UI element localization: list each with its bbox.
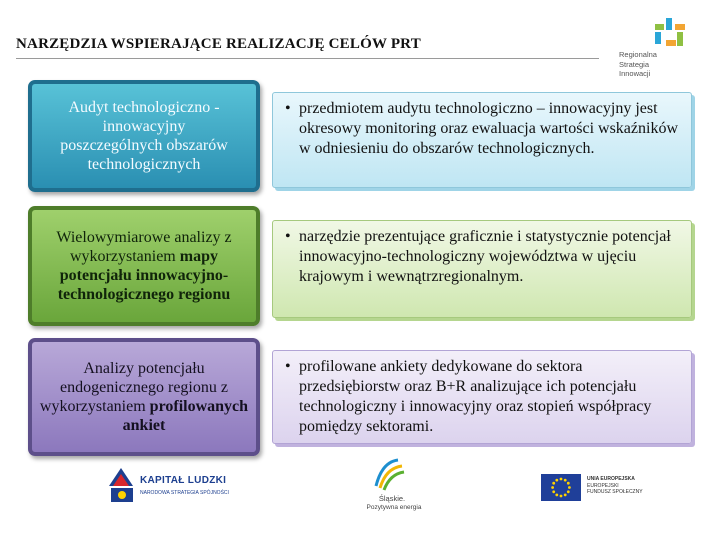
description-box-audit — [272, 92, 692, 188]
eu-flag-icon — [541, 474, 581, 501]
title-divider — [16, 58, 599, 59]
tool-label-bold: mapy potencjału innowacyjno-technologicznego regionu — [57, 248, 231, 303]
kapital-ludzki-title: KAPITAŁ LUDZKI — [140, 475, 227, 486]
description-text: narzędzie prezentujące graficznie i statystycznie potencjał innowacyjno-technologiczny województwa w ujęciu krajowym i wewnątrzregionalnym. — [299, 228, 671, 285]
eu-line-3: FUNDUSZ SPOŁECZNY — [587, 489, 643, 495]
tool-label-line: Audyt technologiczno - — [68, 99, 220, 116]
tool-label-line: innowacyjny — [102, 118, 186, 135]
rsi-line-2: Strategia — [619, 59, 650, 69]
description-box-map-analysis — [272, 220, 692, 318]
rsi-logo-text — [619, 50, 699, 79]
slaskie-name: Śląskie. — [378, 494, 406, 503]
description-text: przedmiotem audytu technologiczno – innowacyjny jest okresowy monitoring oraz ewaluacja wartości wskaźników w odniesieniu do obszarów technologicznych. — [299, 100, 678, 157]
tool-box-survey-analysis — [28, 338, 260, 456]
tool-label-line: technologicznych — [87, 156, 201, 173]
tool-label-line: poszczególnych obszarów — [60, 137, 228, 154]
tool-box-map-analysis — [28, 206, 260, 326]
bullet-icon: • — [285, 100, 291, 117]
rsi-line-1: Regionalna — [619, 50, 657, 59]
eu-fund-text — [587, 476, 643, 496]
tool-box-audit — [28, 80, 260, 192]
description-box-survey-analysis — [272, 350, 692, 444]
description-text: profilowane ankiety dedykowane do sektora przedsiębiorstw oraz B+R analizujące ich potencjału technologiczny i innowacyjny oraz stopień współpracy pomiędzy sektorami. — [299, 358, 652, 435]
bullet-icon: • — [285, 358, 291, 375]
slaskie-logo-icon — [368, 456, 408, 492]
eu-line-2: EUROPEJSKI — [587, 482, 619, 489]
tool-label-bold: profilowanych ankiet — [122, 398, 249, 434]
slaskie-slogan: Pozytywna energia — [366, 504, 422, 511]
tool-label-text: Analizy potencjału endogenicznego regionu z wykorzystaniem — [39, 360, 228, 415]
tool-label-text: Wielowymiarowe analizy z wykorzystaniem — [56, 229, 232, 265]
rsi-line-3: Innowacji — [619, 69, 651, 78]
eu-line-1: UNIA EUROPEJSKA — [587, 476, 635, 482]
page-title: NARZĘDZIA WSPIERAJĄCE REALIZACJĘ CELÓW PRT — [16, 36, 421, 52]
bullet-icon: • — [285, 228, 291, 245]
kapital-ludzki-subtitle: NARODOWA STRATEGIA SPÓJNOŚCI — [140, 490, 229, 496]
